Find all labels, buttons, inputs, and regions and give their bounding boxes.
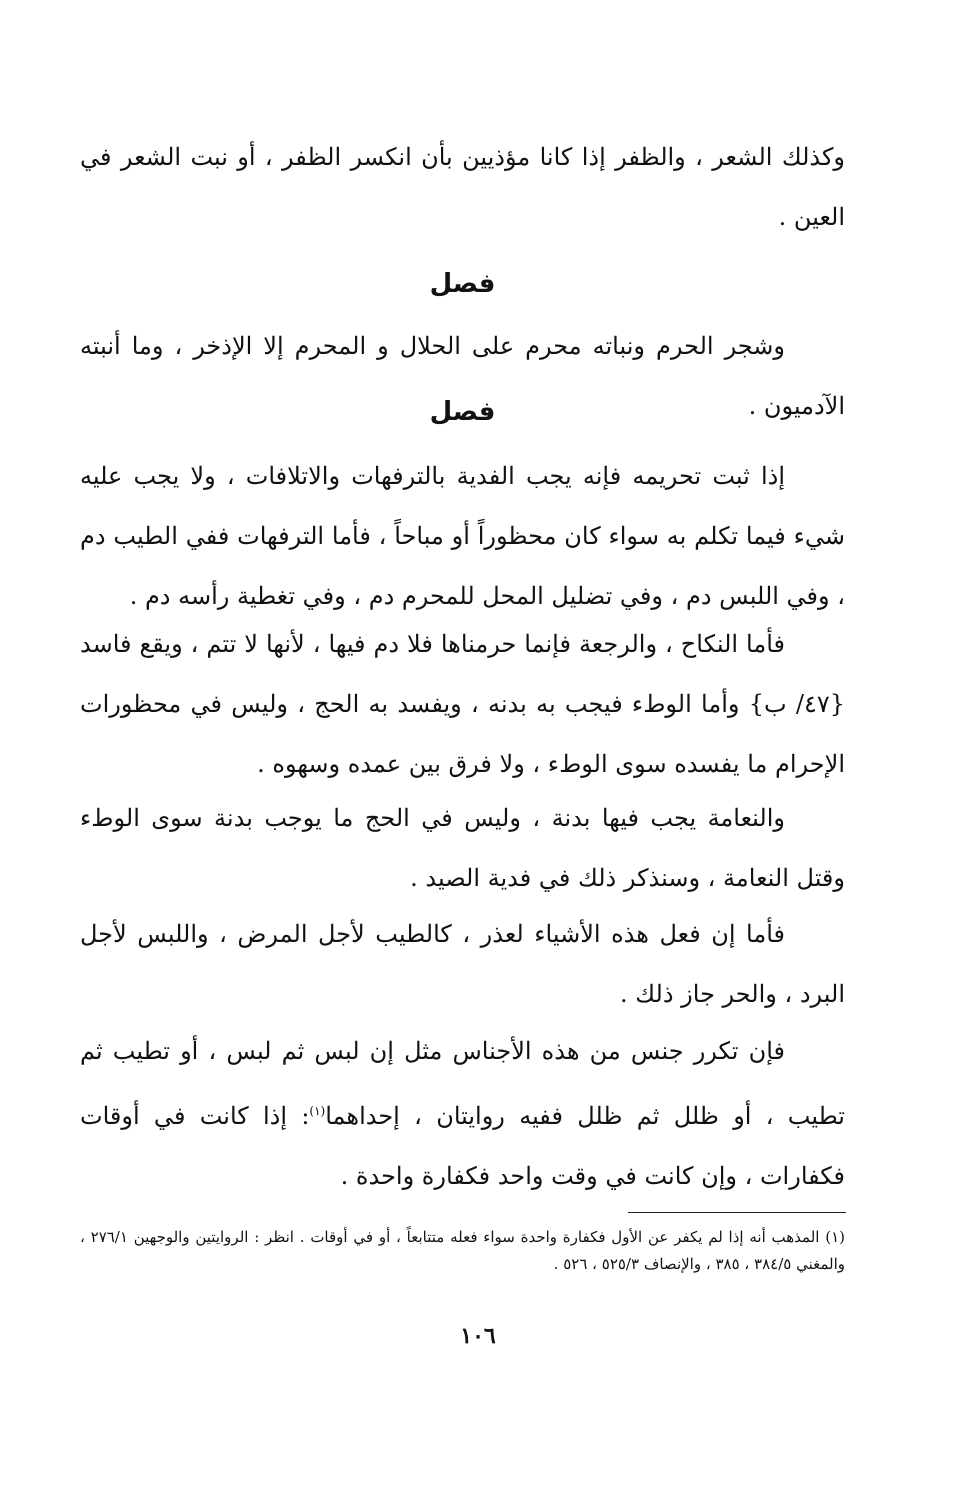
footnote-divider: [628, 1212, 846, 1213]
page-number: ١٠٦: [460, 1323, 496, 1349]
paragraph-repetition: [80, 1021, 845, 1206]
paragraph-marriage-intercourse: فأما النكاح ، والرجعة فإنما حرمناها فلا دم فيها ، لأنها لا تتم ، ويقع فاسد {٤٧/ ب} وأما الوطء فيجب به بدنه ، ويفسد به الحج ، وليس في محظورات الإحرام ما يفسده سوى الوطء ، ولا فرق بين عمده وسهوه .: [80, 630, 845, 778]
section-heading-2: فصل: [429, 397, 496, 427]
paragraph-ostrich: والنعامة يجب فيها بدنة ، وليس في الحج ما يوجب بدنة سوى الوطء وقتل النعامة ، وسنذكر ذلك في فدية الصيد .: [80, 804, 845, 892]
paragraph-fidya-luxuries: إذا ثبت تحريمه فإنه يجب الفدية بالترفهات والاتلافات ، ولا يجب عليه شيء فيما تكلم به سواء كان محظوراً أو مباحاً ، فأما الترفهات ففي الطيب دم ، وفي اللبس دم ، وفي تضليل المحل للمحرم دم ، وفي تغطية رأسه دم .: [80, 462, 845, 610]
paragraph-repetition-text-end: : إذا كانت في أوقات فكفارات ، وإن كانت في وقت واحد فكفارة واحدة .: [80, 1102, 845, 1190]
paragraph-hair-nails: وكذلك الشعر ، والظفر إذا كانا مؤذيين بأن انكسر الظفر ، أو نبت الشعر في العين .: [80, 143, 845, 231]
paragraph-haram-trees: وشجر الحرم ونباته محرم على الحلال و المحرم إلا الإذخر ، وما أنبته الآدميون .: [80, 332, 845, 420]
footnote-text: (١) المذهب أنه إذا لم يكفر عن الأول فكفارة واحدة سواء فعله متتابعاً ، أو في أوقات . انظر : الروايتين والوجهين ٢٧٦/١ ، والمغني ٣٨٤/٥ ، ٣٨٥ ، والإنصاف ٥٢٥/٣ ، ٥٢٦ .: [80, 1228, 846, 1273]
section-heading-1: فصل: [429, 269, 496, 299]
paragraph-excuse: فأما إن فعل هذه الأشياء لعذر ، كالطيب لأجل المرض ، واللبس لأجل البرد ، والحر جاز ذلك .: [80, 920, 845, 1008]
paragraph-repetition-text-start: فإن تكرر جنس من هذه الأجناس مثل إن لبس ثم لبس ، أو تطيب ثم تطيب ، أو ظلل ثم ظلل ففيه روايتان ، إحداهما: [80, 1037, 845, 1130]
footnote-reference-marker: (١): [309, 1104, 326, 1118]
